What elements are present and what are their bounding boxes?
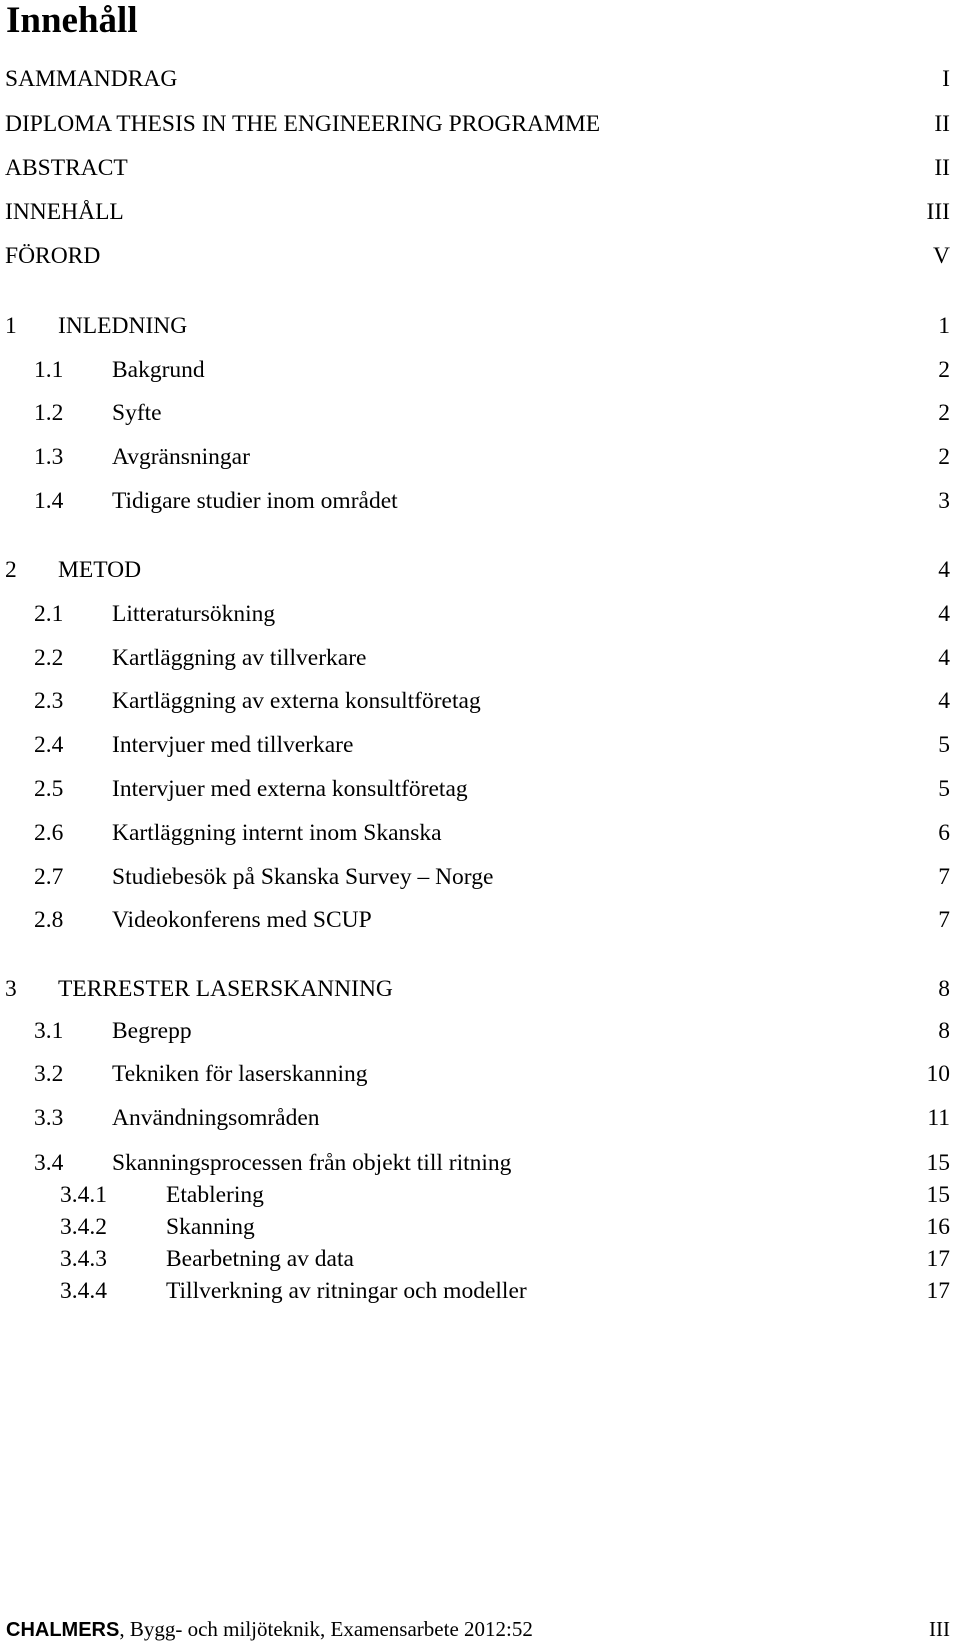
toc-entry-title: Syfte	[112, 400, 162, 426]
toc-entry-number: 3.1	[34, 1018, 64, 1044]
toc-entry-number: 2	[5, 557, 17, 583]
toc-entry-page: 6	[938, 820, 950, 846]
toc-entry-number: 3.4.2	[60, 1214, 107, 1240]
toc-entry-page: 11	[927, 1105, 950, 1131]
toc-entry-title: INLEDNING	[58, 313, 188, 339]
toc-entry-number: 3.4.3	[60, 1246, 107, 1272]
toc-entry-number: 1.2	[34, 400, 64, 426]
footer-page-number: III	[929, 1617, 950, 1641]
toc-entry-title: DIPLOMA THESIS IN THE ENGINEERING PROGRAMME	[5, 111, 601, 137]
toc-entry-title: FÖRORD	[5, 243, 101, 269]
toc-entry-page: 4	[938, 645, 950, 671]
toc-entry-number: 2.4	[34, 732, 64, 758]
toc-entry-number: 3.4.4	[60, 1278, 107, 1304]
toc-entry-title: Litteratursökning	[112, 601, 276, 627]
toc-entry-number: 3	[5, 976, 17, 1002]
toc-entry[interactable]	[0, 818, 960, 848]
toc-entry-page: 2	[938, 357, 950, 383]
toc-entry[interactable]	[0, 774, 960, 804]
toc-entry-page: 10	[926, 1061, 950, 1087]
toc-entry-title: Tekniken för laserskanning	[112, 1061, 368, 1087]
toc-entry-page: 5	[938, 732, 950, 758]
toc-entry-number: 2.2	[34, 645, 64, 671]
toc-entry-page: 3	[938, 488, 950, 514]
toc-entry-page: 2	[938, 400, 950, 426]
toc-entry[interactable]	[0, 241, 960, 271]
toc-entry[interactable]	[0, 442, 960, 472]
toc-entry-title: Intervjuer med externa konsultföretag	[112, 776, 468, 802]
page-footer	[6, 1614, 950, 1644]
toc-entry-title: Bearbetning av data	[166, 1246, 354, 1272]
toc-entry-page: I	[942, 66, 950, 92]
toc-entry-title: Intervjuer med tillverkare	[112, 732, 354, 758]
toc-entry-title: Bakgrund	[112, 357, 205, 383]
toc-entry-page: 15	[926, 1182, 950, 1208]
toc-entry[interactable]	[0, 555, 960, 585]
toc-entry[interactable]	[0, 355, 960, 385]
toc-entry[interactable]	[0, 1103, 960, 1133]
toc-entry[interactable]	[0, 862, 960, 892]
toc-entry-page: II	[934, 111, 950, 137]
toc-entry[interactable]	[0, 64, 960, 94]
toc-entry-number: 1	[5, 313, 17, 339]
toc-entry[interactable]	[0, 398, 960, 428]
toc-entry-page: 2	[938, 444, 950, 470]
toc-entry[interactable]	[0, 486, 960, 516]
toc-entry[interactable]	[0, 1212, 960, 1242]
toc-entry-title: Tillverkning av ritningar och modeller	[166, 1278, 527, 1304]
toc-entry-title: SAMMANDRAG	[5, 66, 178, 92]
toc-entry-title: Skanning	[166, 1214, 255, 1240]
toc-entry[interactable]	[0, 905, 960, 935]
toc-entry-page: V	[933, 243, 950, 269]
toc-entry-page: 4	[938, 688, 950, 714]
toc-entry-title: Etablering	[166, 1182, 264, 1208]
toc-entry-title: Kartläggning av externa konsultföretag	[112, 688, 481, 714]
toc-entry-page: 15	[926, 1150, 950, 1176]
toc-entry-number: 2.8	[34, 907, 64, 933]
toc-entry-page: 5	[938, 776, 950, 802]
toc-entry-title: Användningsområden	[112, 1105, 320, 1131]
toc-entry-title: ABSTRACT	[5, 155, 128, 181]
toc-entry[interactable]	[0, 643, 960, 673]
toc-entry-number: 3.4	[34, 1150, 64, 1176]
toc-entry[interactable]	[0, 153, 960, 183]
toc-entry-title: Videokonferens med SCUP	[112, 907, 372, 933]
page-title: Innehåll	[6, 0, 138, 41]
toc-entry[interactable]	[0, 1148, 960, 1178]
toc-entry[interactable]	[0, 109, 960, 139]
toc-entry[interactable]	[0, 311, 960, 341]
toc-entry[interactable]	[0, 599, 960, 629]
toc-entry[interactable]	[0, 730, 960, 760]
toc-entry-page: 8	[938, 1018, 950, 1044]
toc-entry[interactable]	[0, 1180, 960, 1210]
toc-entry-page: 4	[938, 601, 950, 627]
toc-entry-page: 8	[938, 976, 950, 1002]
toc-entry-page: 7	[938, 864, 950, 890]
toc-entry-number: 3.3	[34, 1105, 64, 1131]
toc-entry-number: 2.5	[34, 776, 64, 802]
toc-entry-page: II	[934, 155, 950, 181]
toc-entry-title: METOD	[58, 557, 142, 583]
toc-entry-number: 2.1	[34, 601, 64, 627]
toc-entry-number: 1.3	[34, 444, 64, 470]
toc-entry-title: Begrepp	[112, 1018, 192, 1044]
toc-entry-page: III	[926, 199, 950, 225]
toc-entry-number: 3.2	[34, 1061, 64, 1087]
toc-entry-title: TERRESTER LASERSKANNING	[58, 976, 393, 1002]
toc-entry-number: 2.6	[34, 820, 64, 846]
toc-entry-number: 2.7	[34, 864, 64, 890]
toc-entry-page: 4	[938, 557, 950, 583]
toc-entry-page: 7	[938, 907, 950, 933]
toc-entry-page: 17	[926, 1278, 950, 1304]
toc-entry-page: 17	[926, 1246, 950, 1272]
toc-entry[interactable]	[0, 197, 960, 227]
footer-brand: CHALMERS	[6, 1619, 120, 1641]
toc-entry-title: Avgränsningar	[112, 444, 250, 470]
toc-entry-number: 1.1	[34, 357, 64, 383]
toc-entry-title: Skanningsprocessen från objekt till ritning	[112, 1150, 512, 1176]
toc-entry-page: 16	[926, 1214, 950, 1240]
toc-entry-page: 1	[938, 313, 950, 339]
toc-entry-title: Kartläggning internt inom Skanska	[112, 820, 442, 846]
toc-entry-title: Tidigare studier inom området	[112, 488, 398, 514]
toc-entry[interactable]	[0, 1016, 960, 1046]
toc-entry-number: 1.4	[34, 488, 64, 514]
toc-entry[interactable]	[0, 974, 960, 1004]
toc-entry-number: 3.4.1	[60, 1182, 107, 1208]
footer-text: , Bygg- och miljöteknik, Examensarbete 2012:52	[119, 1617, 533, 1641]
toc-entry[interactable]	[0, 686, 960, 716]
toc-entry[interactable]	[0, 1059, 960, 1089]
toc-entry-number: 2.3	[34, 688, 64, 714]
toc-entry-title: INNEHÅLL	[5, 199, 124, 225]
toc-entry[interactable]	[0, 1276, 960, 1306]
toc-entry-title: Studiebesök på Skanska Survey – Norge	[112, 864, 494, 890]
toc-entry[interactable]	[0, 1244, 960, 1274]
toc-entry-title: Kartläggning av tillverkare	[112, 645, 367, 671]
